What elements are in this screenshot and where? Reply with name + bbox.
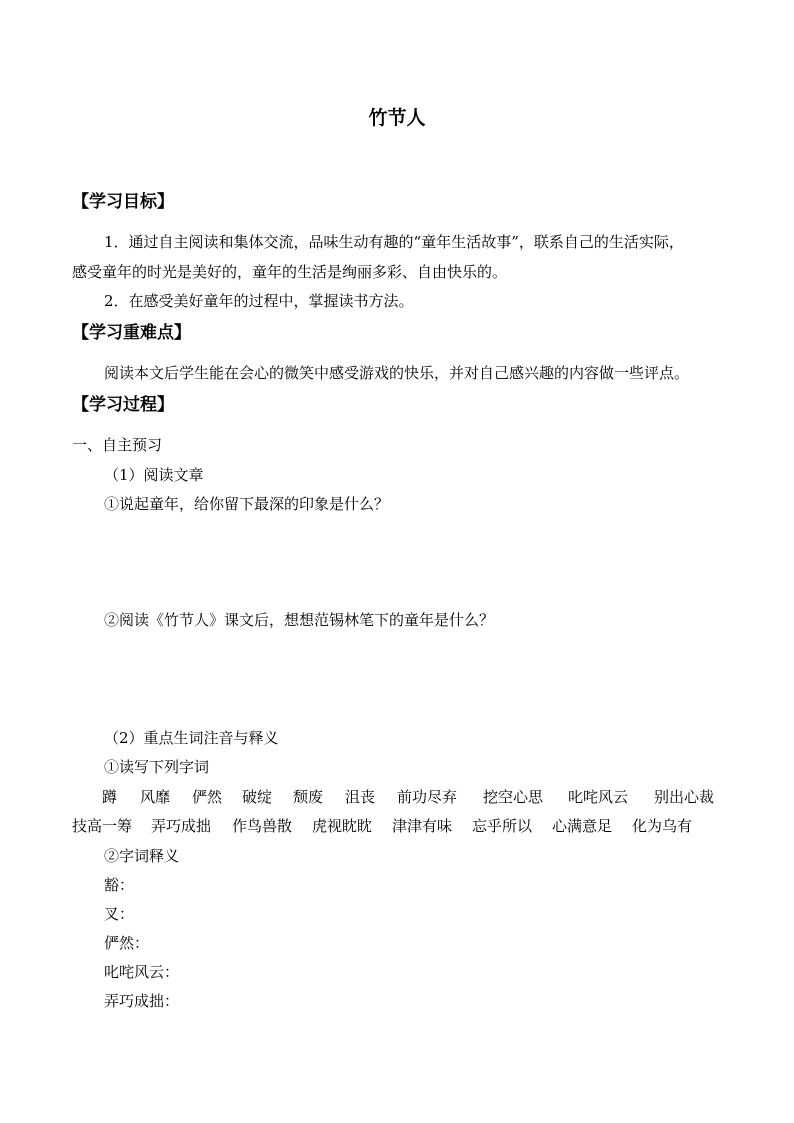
word: 化为乌有 <box>632 817 693 835</box>
read-write-heading: ①读写下列字词 <box>104 758 210 776</box>
goals-heading: 【学习目标】 <box>72 192 174 212</box>
step-2-title: （2）重点生词注音与释义 <box>104 729 279 747</box>
word: 风靡 <box>140 788 171 806</box>
word: 挖空心思 <box>483 788 544 806</box>
definition-item: 豁： <box>104 876 135 894</box>
key-points-heading: 【学习重难点】 <box>72 323 191 343</box>
word: 沮丧 <box>345 788 376 806</box>
question-1: ①说起童年，给你留下最深的印象是什么？ <box>104 495 390 513</box>
part-1-title: 一、自主预习 <box>72 436 163 454</box>
word: 津津有味 <box>392 817 453 835</box>
word: 俨然 <box>192 788 223 806</box>
definition-item: 叉： <box>104 905 135 923</box>
page-title: 竹节人 <box>368 107 426 129</box>
word: 技高一筹 <box>72 817 133 835</box>
goals-item-2: 2．在感受美好童年的过程中，掌握读书方法。 <box>104 292 414 310</box>
word: 忘乎所以 <box>472 817 533 835</box>
word: 弄巧成拙 <box>151 817 212 835</box>
word: 破绽 <box>242 788 273 806</box>
process-heading: 【学习过程】 <box>72 395 174 415</box>
question-2: ②阅读《竹节人》课文后，想想范锡林笔下的童年是什么？ <box>104 611 495 629</box>
word: 前功尽弃 <box>397 788 458 806</box>
word: 别出心裁 <box>654 788 715 806</box>
definition-item: 叱咤风云： <box>104 963 180 981</box>
word: 颓废 <box>293 788 324 806</box>
word: 心满意足 <box>552 817 613 835</box>
word: 虎视眈眈 <box>312 817 373 835</box>
definitions-heading: ②字词释义 <box>104 847 180 865</box>
word: 作鸟兽散 <box>232 817 293 835</box>
goals-item-1-line-1: 1．通过自主阅读和集体交流，品味生动有趣的“童年生活故事”，联系自己的生活实际， <box>104 233 684 251</box>
goals-item-1-line-2: 感受童年的时光是美好的，童年的生活是绚丽多彩、自由快乐的。 <box>72 263 508 281</box>
word: 蹲 <box>102 788 118 806</box>
definition-item: 弄巧成拙： <box>104 992 180 1010</box>
key-points-text: 阅读本文后学生能在会心的微笑中感受游戏的快乐，并对自己感兴趣的内容做一些评点。 <box>104 364 690 382</box>
step-1-title: （1）阅读文章 <box>104 466 204 484</box>
definition-item: 俨然： <box>104 934 150 952</box>
word: 叱咤风云 <box>568 788 629 806</box>
